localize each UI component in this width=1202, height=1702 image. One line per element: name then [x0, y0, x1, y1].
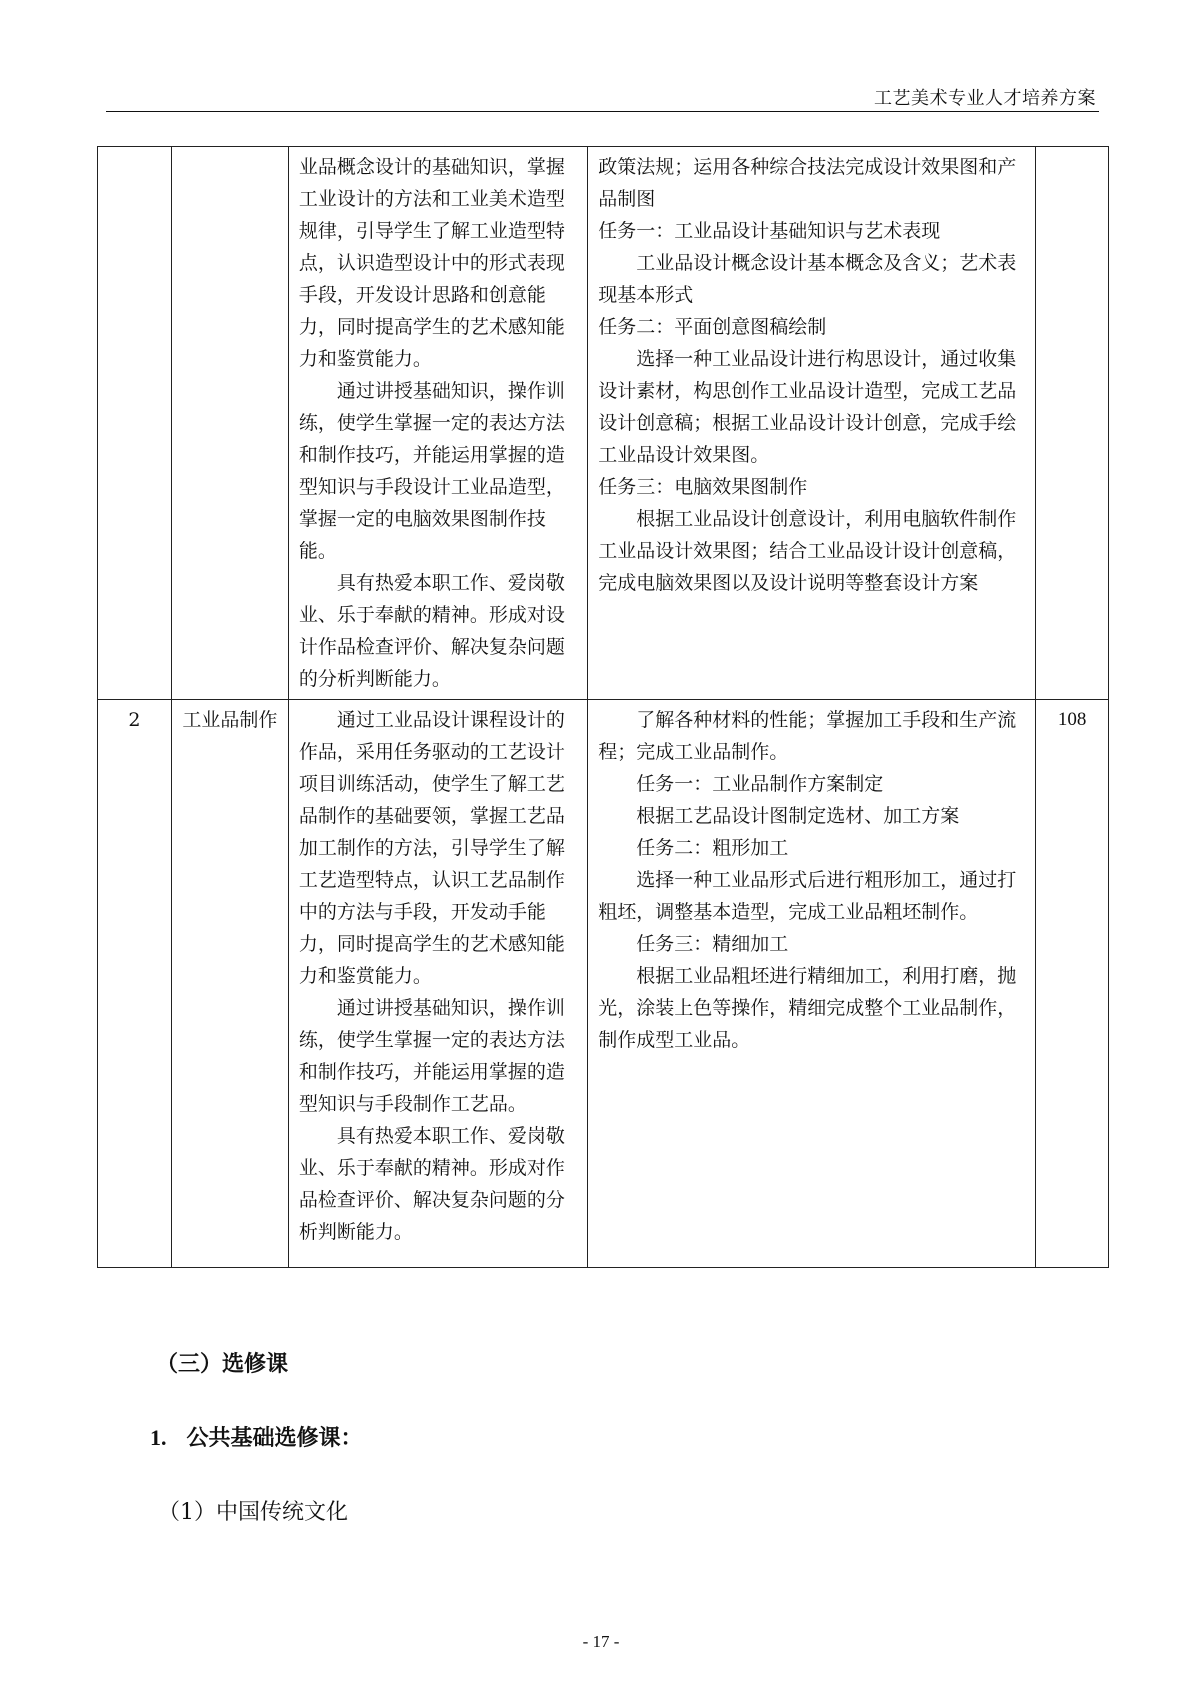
content-paragraph: 选择一种工业品设计进行构思设计，通过收集设计素材，构思创作工业品设计造型，完成工艺品设计创意稿；根据工业品设计设计创意，完成手绘工业品设计效果图。: [598, 348, 1017, 466]
course-item-traditional-culture: （1）中国传统文化: [158, 1500, 348, 1525]
content-paragraph: 任务二：平面创意图稿绘制: [598, 316, 827, 338]
running-header-title: 工艺美术专业人才培养方案: [874, 88, 1096, 109]
objective-paragraph: 具有热爱本职工作、爱岗敬业、乐于奉献的精神。形成对设计作品检查评价、解决复杂问题的分析判断能力。: [298, 572, 565, 690]
public-elective-title: 公共基础选修课：: [186, 1426, 363, 1451]
cell-course-name: [171, 147, 288, 700]
content-paragraph: 任务三：电脑效果图制作: [598, 476, 808, 498]
course-table: [97, 146, 1109, 1268]
cell-objectives: [288, 147, 587, 700]
header-rule: [106, 111, 1099, 112]
content-paragraph: 任务一：工业品设计基础知识与艺术表现: [598, 220, 941, 242]
content-paragraph: 工业品设计概念设计基本概念及含义；艺术表现基本形式: [598, 252, 1017, 306]
cell-content: [588, 147, 1036, 700]
content-paragraph: 了解各种材料的性能；掌握加工手段和生产流程；完成工业品制作。: [598, 709, 1017, 763]
objective-paragraph: 通过讲授基础知识，操作训练，使学生掌握一定的表达方法和制作技巧，并能运用掌握的造型知识与手段设计工业品造型，掌握一定的电脑效果图制作技能。: [298, 380, 565, 562]
content-paragraph: 任务三：精细加工: [636, 933, 789, 955]
objective-paragraph: 具有热爱本职工作、爱岗敬业、乐于奉献的精神。形成对作品检查评价、解决复杂问题的分析判断能力。: [298, 1125, 565, 1243]
public-elective-number: 1.: [150, 1425, 167, 1450]
cell-objectives: [288, 700, 587, 1268]
cell-content: [588, 700, 1036, 1268]
objective-paragraph: 通过讲授基础知识，操作训练，使学生掌握一定的表达方法和制作技巧，并能运用掌握的造型知识与手段制作工艺品。: [298, 997, 565, 1115]
cell-hours: 108: [1036, 700, 1109, 1268]
cell-hours: [1036, 147, 1109, 700]
content-paragraph: 选择一种工业品形式后进行粗形加工，通过打粗坯，调整基本造型，完成工业品粗坯制作。: [598, 869, 1017, 923]
content-paragraph: 任务二：粗形加工: [636, 837, 789, 859]
cell-course-name: 工业品制作: [171, 700, 288, 1268]
objective-paragraph: 业品概念设计的基础知识，掌握工业设计的方法和工业美术造型规律，引导学生了解工业造型特点，认识造型设计中的形式表现手段，开发设计思路和创意能力，同时提高学生的艺术感知能力和鉴赏能力。: [298, 156, 565, 370]
content-paragraph: 任务一：工业品制作方案制定: [636, 773, 884, 795]
public-elective-heading: [150, 1421, 363, 1452]
page-number: - 17 -: [582, 1632, 620, 1651]
cell-number: 2: [98, 700, 172, 1268]
content-paragraph: 政策法规；运用各种综合技法完成设计效果图和产品制图: [598, 156, 1017, 210]
objective-paragraph: 通过工业品设计课程设计的作品，采用任务驱动的工艺设计项目训练活动，使学生了解工艺品制作的基础要领，掌握工艺品加工制作的方法，引导学生了解工艺造型特点，认识工艺品制作中的方法与手段，开发动手能力，同时提高学生的艺术感知能力和鉴赏能力。: [298, 709, 565, 987]
cell-number: [98, 147, 172, 700]
table-row: [98, 147, 1109, 700]
table-row: [98, 700, 1109, 1268]
content-paragraph: 根据工艺品设计图制定选材、加工方案: [636, 805, 960, 827]
content-paragraph: 根据工业品粗坯进行精细加工，利用打磨，抛光，涂装上色等操作，精细完成整个工业品制作，制作成型工业品。: [598, 965, 1017, 1051]
content-paragraph: 根据工业品设计创意设计，利用电脑软件制作工业品设计效果图；结合工业品设计设计创意稿，完成电脑效果图以及设计说明等整套设计方案: [598, 508, 1017, 594]
elective-heading: （三）选修课: [156, 1352, 289, 1377]
